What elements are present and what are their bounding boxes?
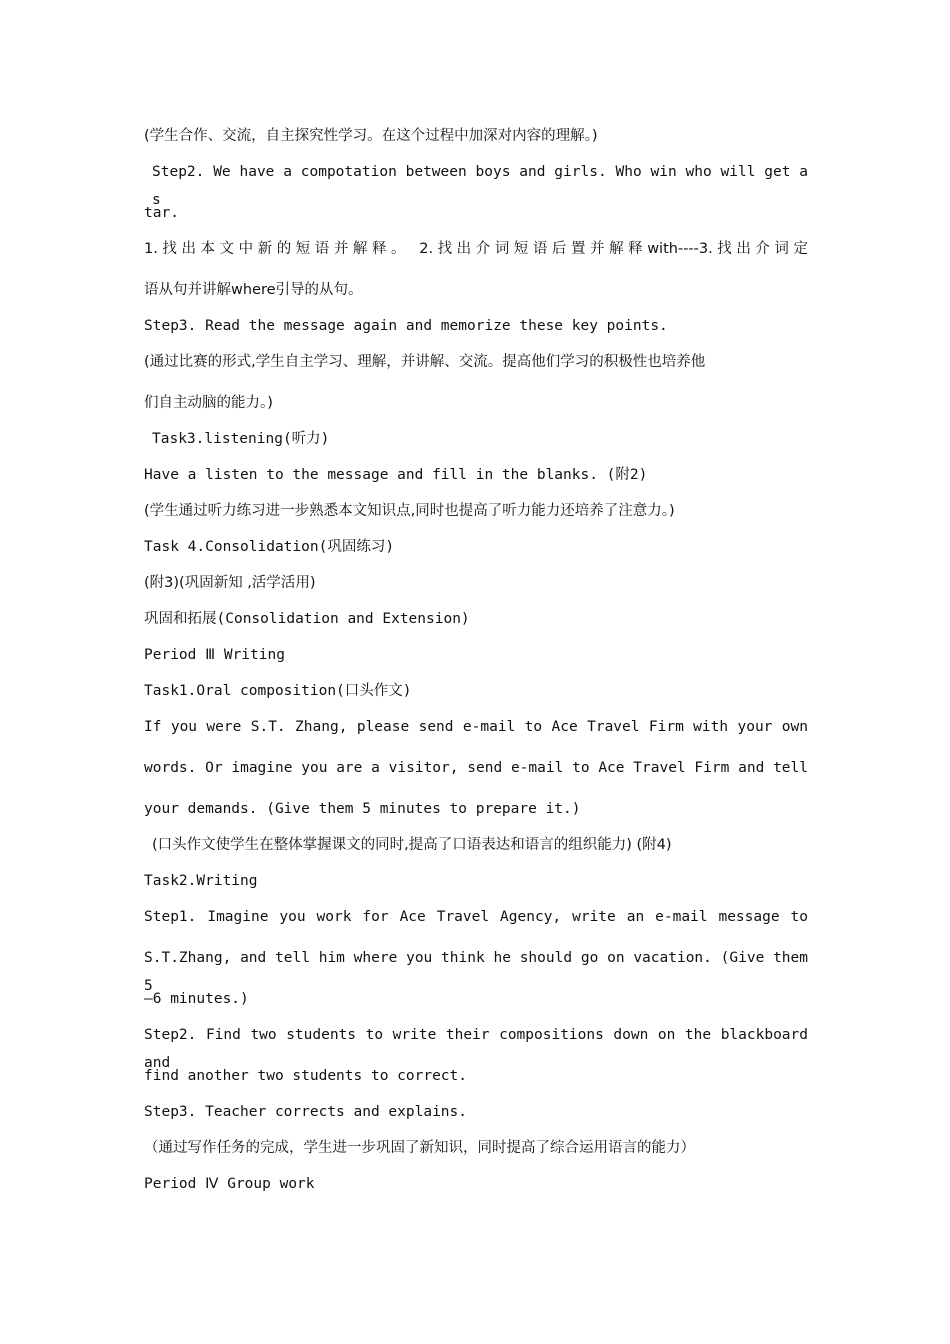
paragraph-line: Step3. Teacher corrects and explains. (144, 1104, 468, 1120)
paragraph-line: Step3. Read the message again and memorize these key points. (144, 318, 668, 334)
paragraph-line: tar. (144, 205, 179, 221)
paragraph-line: (学生合作、交流，自主探究性学习。在这个过程中加深对内容的理解。) (144, 128, 598, 144)
paragraph-line: (学生通过听力练习进一步熟悉本文知识点,同时也提高了听力能力还培养了注意力。) (144, 503, 675, 519)
section-heading: 巩固和拓展(Consolidation and Extension) (144, 611, 470, 627)
paragraph-line: 1.找出本文中新的短语并解释。 2.找出介词短语后置并解释with----3.找出介词定 (144, 241, 808, 257)
paragraph-line: Have a listen to the message and fill in the blanks. (附2) (144, 467, 648, 483)
paragraph-line: Step1. Imagine you work for Ace Travel Agency, write an e-mail message to (144, 909, 808, 925)
section-heading: Period Ⅳ Group work (144, 1176, 315, 1192)
paragraph-line: (附3)(巩固新知 ,活学活用) (144, 575, 316, 591)
section-heading: Task2.Writing (144, 873, 258, 889)
paragraph-line: words. Or imagine you are a visitor, send e-mail to Ace Travel Firm and tell (144, 760, 808, 776)
paragraph-line: S.T.Zhang, and tell him where you think he should go on vacation. (Give them 5 (144, 950, 808, 994)
paragraph-line: Step2. We have a compotation between boys and girls. Who win who will get a s (152, 164, 808, 208)
paragraph-line: （通过写作任务的完成，学生进一步巩固了新知识，同时提高了综合运用语言的能力） (144, 1140, 695, 1156)
paragraph-line: (口头作文使学生在整体掌握课文的同时,提高了口语表达和语言的组织能力) (附4) (152, 837, 672, 853)
paragraph-line: Step2. Find two students to write their compositions down on the blackboard and (144, 1027, 808, 1071)
paragraph-line: 们自主动脑的能力。) (144, 395, 273, 411)
section-heading: Period Ⅲ Writing (144, 647, 285, 663)
paragraph-line: find another two students to correct. (144, 1068, 468, 1084)
paragraph-line: —6 minutes.) (144, 991, 249, 1007)
section-heading: Task1.Oral composition(口头作文) (144, 683, 412, 699)
paragraph-line: If you were S.T. Zhang, please send e-mail to Ace Travel Firm with your own (144, 719, 808, 735)
paragraph-line: your demands. (Give them 5 minutes to prepare it.) (144, 801, 581, 817)
document-body (144, 122, 808, 1206)
paragraph-line: 语从句并讲解where引导的从句。 (144, 282, 363, 298)
section-heading: Task3.listening(听力) (152, 431, 330, 447)
section-heading: Task 4.Consolidation(巩固练习) (144, 539, 395, 555)
paragraph-line: (通过比赛的形式,学生自主学习、理解，并讲解、交流。提高他们学习的积极性也培养他 (144, 354, 706, 370)
